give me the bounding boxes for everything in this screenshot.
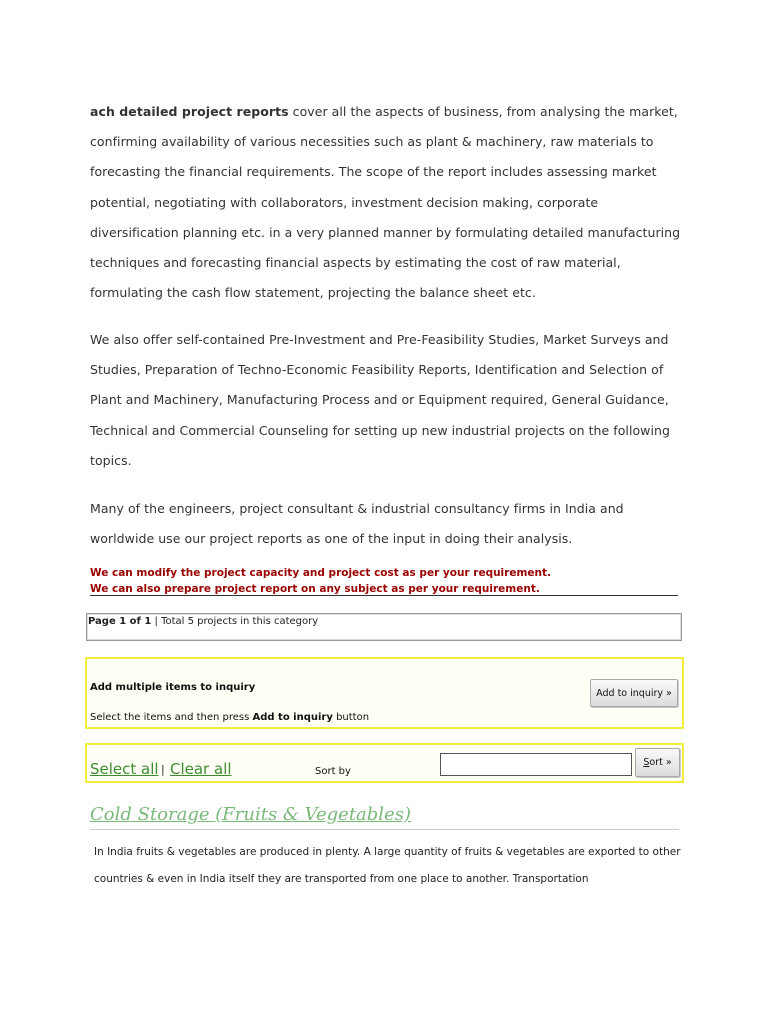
sort-toolbar bbox=[85, 743, 684, 783]
add-to-inquiry-button[interactable]: Add to inquiry » bbox=[590, 679, 678, 707]
sort-input[interactable] bbox=[440, 753, 632, 776]
select-all-link[interactable]: Select all bbox=[90, 760, 159, 778]
inquiry-instructions-prefix: Select the items and then press bbox=[90, 712, 253, 723]
pagination-info bbox=[86, 613, 682, 641]
intro-paragraph-1-text: cover all the aspects of business, from analysing the market, confirming availability of various necessities such as plant & machinery, raw materials to forecasting the financial requirements. The scope of the report includes assessing market potential, negotiating with collaborators, investment decision making, corporate diversification planning etc. in a very planned manner by formulating detailed manufacturing techniques and forecasting financial aspects by estimating the cost of raw material, formulating the cash flow statement, projecting the balance sheet etc. bbox=[90, 104, 681, 301]
intro-paragraph-2: We also offer self-contained Pre-Investment and Pre-Feasibility Studies, Market Surveys and Studies, Preparation of Techno-Economic Feasibility Reports, Identification and Selection of Plant and Machinery, Manufacturing Process and or Equipment required, General Guidance, Technical and Commercial Counseling for setting up new industrial projects on the following topics. bbox=[90, 332, 670, 468]
intro-lead-bold: ach detailed project reports bbox=[90, 104, 289, 119]
category-title-link[interactable]: Cold Storage (Fruits & Vegetables) bbox=[90, 804, 411, 825]
intro-paragraph-1 bbox=[90, 97, 690, 308]
inquiry-instructions bbox=[90, 712, 369, 723]
capacity-notice: We can modify the project capacity and project cost as per your requirement. bbox=[90, 567, 552, 579]
inquiry-panel bbox=[85, 657, 684, 729]
category-divider bbox=[90, 829, 679, 830]
page-number-label: Page 1 of 1 bbox=[88, 616, 152, 627]
sort-button[interactable] bbox=[635, 748, 680, 777]
select-separator: | bbox=[161, 763, 165, 776]
project-count: Total 5 projects in this category bbox=[161, 616, 319, 627]
clear-all-link[interactable]: Clear all bbox=[170, 760, 232, 778]
intro-paragraph-3: Many of the engineers, project consultant & industrial consultancy firms in India and worldwide use our project reports as one of the input in doing their analysis. bbox=[90, 501, 624, 547]
notice-divider bbox=[90, 595, 678, 596]
inquiry-instructions-bold: Add to inquiry bbox=[252, 712, 333, 723]
inquiry-instructions-suffix: button bbox=[332, 712, 370, 723]
sort-by-label: Sort by bbox=[315, 766, 351, 777]
custom-report-notice: We can also prepare project report on any subject as per your requirement. bbox=[90, 583, 540, 595]
pagination-separator: | bbox=[151, 616, 162, 627]
inquiry-title: Add multiple items to inquiry bbox=[90, 682, 256, 693]
category-description: In India fruits & vegetables are produced in plenty. A large quantity of fruits & vegetables are exported to other countries & even in India itself they are transported from one place to another. Transportation bbox=[94, 846, 681, 885]
sort-button-accesskey: S bbox=[643, 757, 650, 768]
sort-button-label: ort » bbox=[649, 757, 672, 768]
